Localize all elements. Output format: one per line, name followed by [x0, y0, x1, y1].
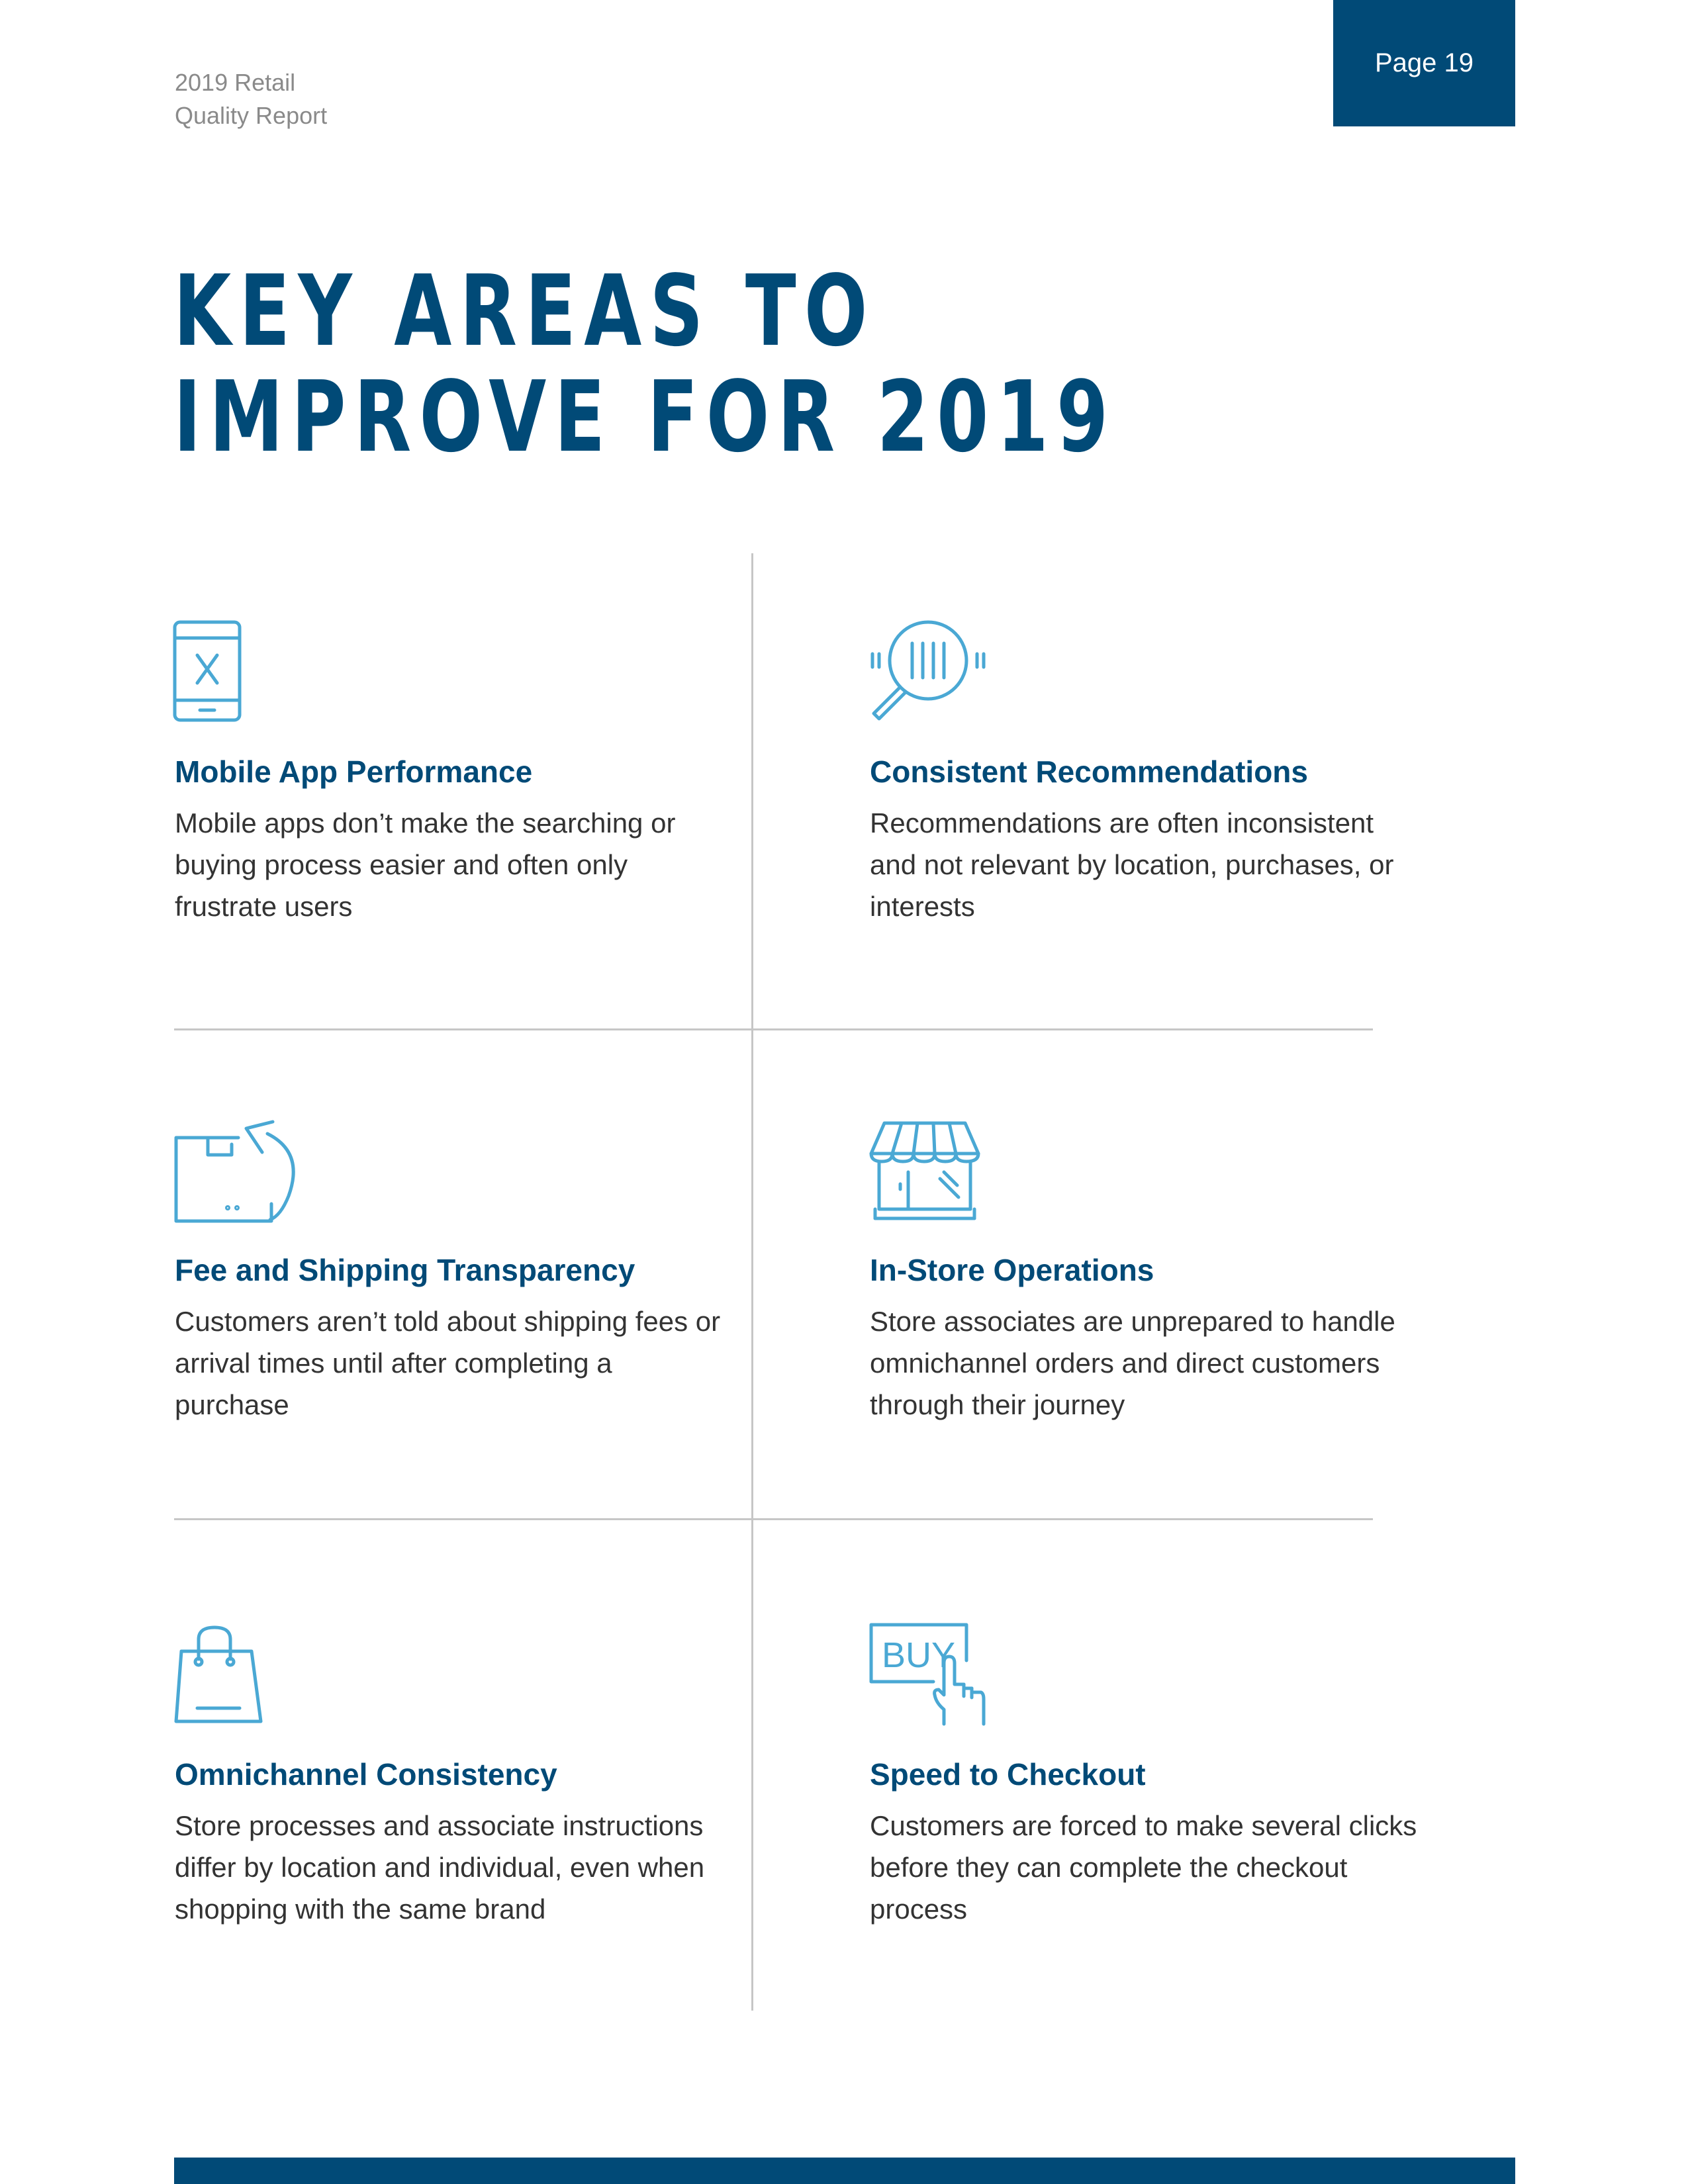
area-description: Store associates are unprepared to handle omnichannel orders and direct customers through their journey — [870, 1306, 1395, 1420]
horizontal-divider-2 — [174, 1518, 1373, 1520]
area-description: Mobile apps don’t make the searching or buying process easier and often only frustrate users — [175, 807, 676, 922]
area-card-in-store — [870, 1120, 1426, 1420]
area-description: Customers aren’t told about shipping fees or arrival times until after completing a purchase — [175, 1306, 721, 1420]
horizontal-divider-1 — [174, 1028, 1373, 1030]
page-title-line1: KEY AREAS TO — [173, 254, 876, 368]
vertical-divider — [751, 553, 753, 2011]
area-card-mobile-app — [175, 622, 731, 922]
area-title: Consistent Recommendations — [870, 754, 1308, 789]
page-number: Page 19 — [1374, 48, 1474, 77]
buy-button-click-icon — [870, 1625, 1002, 1724]
area-description: Store processes and associate instructions differ by location and individual, even when shopping with the same brand — [175, 1810, 705, 1925]
area-title: Mobile App Performance — [175, 754, 533, 789]
report-label-line1: 2019 Retail — [175, 69, 296, 96]
area-title: Omnichannel Consistency — [175, 1757, 557, 1792]
area-card-recommendations — [870, 622, 1426, 922]
magnifier-barcode-icon — [870, 622, 1002, 721]
shopping-bag-icon — [175, 1625, 307, 1724]
area-card-shipping — [175, 1120, 731, 1420]
page-title-line2: IMPROVE FOR 2019 — [173, 360, 1117, 474]
mobile-phone-error-icon — [175, 622, 307, 721]
area-card-omnichannel — [175, 1625, 731, 1925]
area-card-checkout — [870, 1625, 1426, 1925]
page-number-tab — [1333, 0, 1515, 126]
package-return-icon — [175, 1120, 307, 1220]
area-title: Fee and Shipping Transparency — [175, 1253, 635, 1287]
buy-icon-text: BUY — [882, 1635, 956, 1675]
area-description: Recommendations are often inconsistent and not relevant by location, purchases, or interests — [870, 807, 1394, 922]
area-title: In-Store Operations — [870, 1253, 1154, 1287]
footer-bar — [174, 2158, 1515, 2184]
report-label-line2: Quality Report — [175, 102, 328, 129]
area-title: Speed to Checkout — [870, 1757, 1146, 1792]
report-label — [175, 66, 327, 132]
storefront-icon — [870, 1120, 1002, 1220]
area-description: Customers are forced to make several clicks before they can complete the checkout process — [870, 1810, 1417, 1925]
page-title — [173, 254, 1117, 474]
